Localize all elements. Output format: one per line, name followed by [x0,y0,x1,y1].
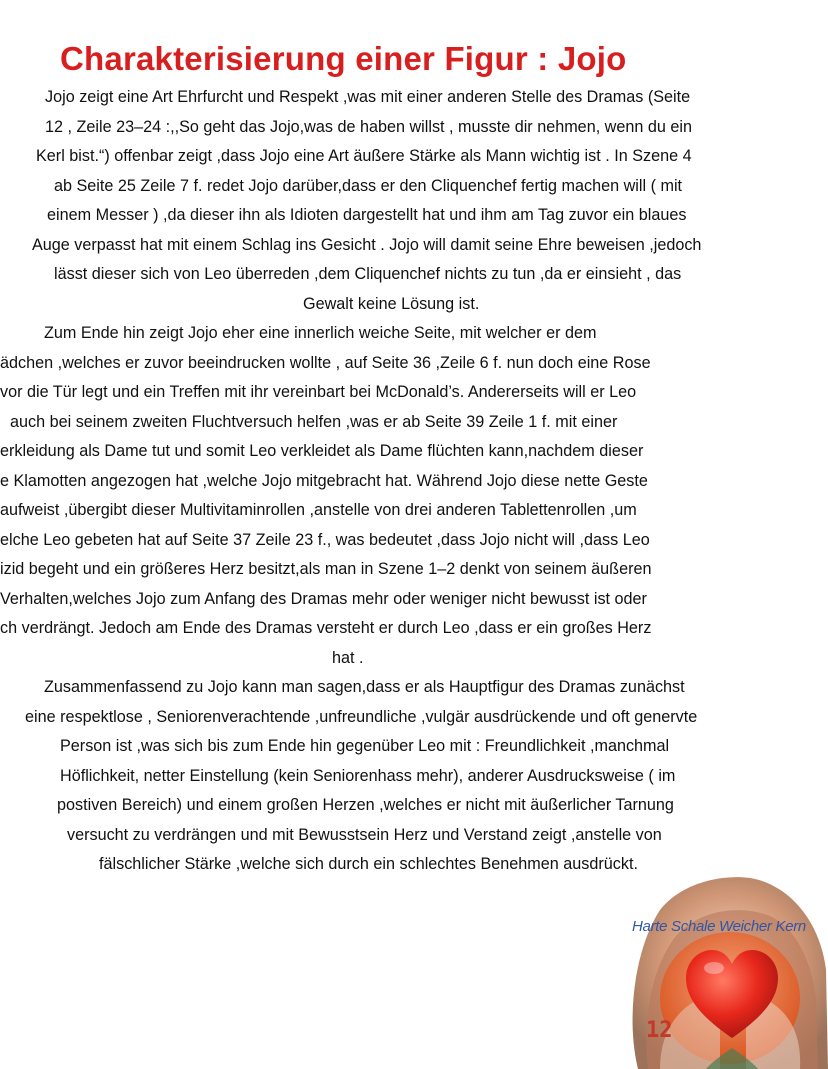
text-line: ädchen ,welches er zuvor beeindrucken wollte , auf Seite 36 ,Zeile 6 f. nun doch eine Rose [0,354,651,372]
text-line: Jojo zeigt eine Art Ehrfurcht und Respekt ,was mit einer anderen Stelle des Dramas (Seite [45,88,691,106]
text-line: Gewalt keine Lösung ist. [303,295,480,313]
text-line: postiven Bereich) und einem großen Herzen ,welches er nicht mit äußerlicher Tarnung [57,796,674,814]
page-number: 12 [646,1018,673,1043]
text-line: Auge verpasst hat mit einem Schlag ins Gesicht . Jojo will damit seine Ehre beweisen ,jedoch [32,236,702,254]
text-line: ch verdrängt. Jedoch am Ende des Dramas versteht er durch Leo ,dass er ein großes Herz [0,619,652,637]
text-line: erkleidung als Dame tut und somit Leo verkleidet als Dame flüchten kann,nachdem dieser [0,442,644,460]
text-line: aufweist ,übergibt dieser Multivitaminrollen ,anstelle von drei anderen Tablettenrollen ,um [0,501,637,519]
text-line: ab Seite 25 Zeile 7 f. redet Jojo darüber,dass er den Cliquenchef fertig machen will ( mit [54,177,683,195]
text-line: auch bei seinem zweiten Fluchtversuch helfen ,was er ab Seite 39 Zeile 1 f. mit einer [10,413,618,431]
text-line: fälschlicher Stärke ,welche sich durch ein schlechtes Benehmen ausdrückt. [99,855,638,873]
text-line: Zusammenfassend zu Jojo kann man sagen,dass er als Hauptfigur des Dramas zunächst [44,678,685,696]
text-line: Höflichkeit, netter Einstellung (kein Seniorenhass mehr), anderer Ausdrucksweise ( im [60,767,676,785]
text-line: versucht zu verdrängen und mit Bewusstsein Herz und Verstand zeigt ,anstelle von [67,826,662,844]
text-line: e Klamotten angezogen hat ,welche Jojo mitgebracht hat. Während Jojo diese nette Geste [0,472,648,490]
illustration-caption: Harte Schale Weicher Kern [632,918,806,935]
page-title: Charakterisierung einer Figur : Jojo [60,40,627,77]
text-line: eine respektlose , Seniorenverachtende ,unfreundliche ,vulgär ausdrückende und oft genervte [25,708,698,726]
text-line: Zum Ende hin zeigt Jojo eher eine innerlich weiche Seite, mit welcher er dem [44,324,597,342]
text-line: lässt dieser sich von Leo überreden ,dem Cliquenchef nichts zu tun ,da er einsieht , das [54,265,682,283]
text-line: 12 , Zeile 23–24 :,,So geht das Jojo,was de haben willst , musste dir nehmen, wenn du ein [45,118,692,136]
text-line: Person ist ,was sich bis zum Ende hin gegenüber Leo mit : Freundlichkeit ,manchmal [60,737,670,755]
text-line: elche Leo gebeten hat auf Seite 37 Zeile 23 f., was bedeutet ,dass Jojo nicht will ,dass Leo [0,531,650,549]
text-line: hat . [332,649,364,667]
text-line: vor die Tür legt und ein Treffen mit ihr vereinbart bei McDonald’s. Andererseits will er Leo [0,383,637,401]
text-line: Verhalten,welches Jojo zum Anfang des Dramas mehr oder weniger nicht bewusst ist oder [0,590,647,608]
text-line: izid begeht und ein größeres Herz besitzt,als man in Szene 1–2 denkt von seinem äußeren [0,560,652,578]
text-line: einem Messer ) ,da dieser ihn als Idioten dargestellt hat und ihm am Tag zuvor ein blaues [47,206,687,224]
text-line: Kerl bist.“) offenbar zeigt ,dass Jojo eine Art äußere Stärke als Mann wichtig ist . In Szene 4 [36,147,692,165]
